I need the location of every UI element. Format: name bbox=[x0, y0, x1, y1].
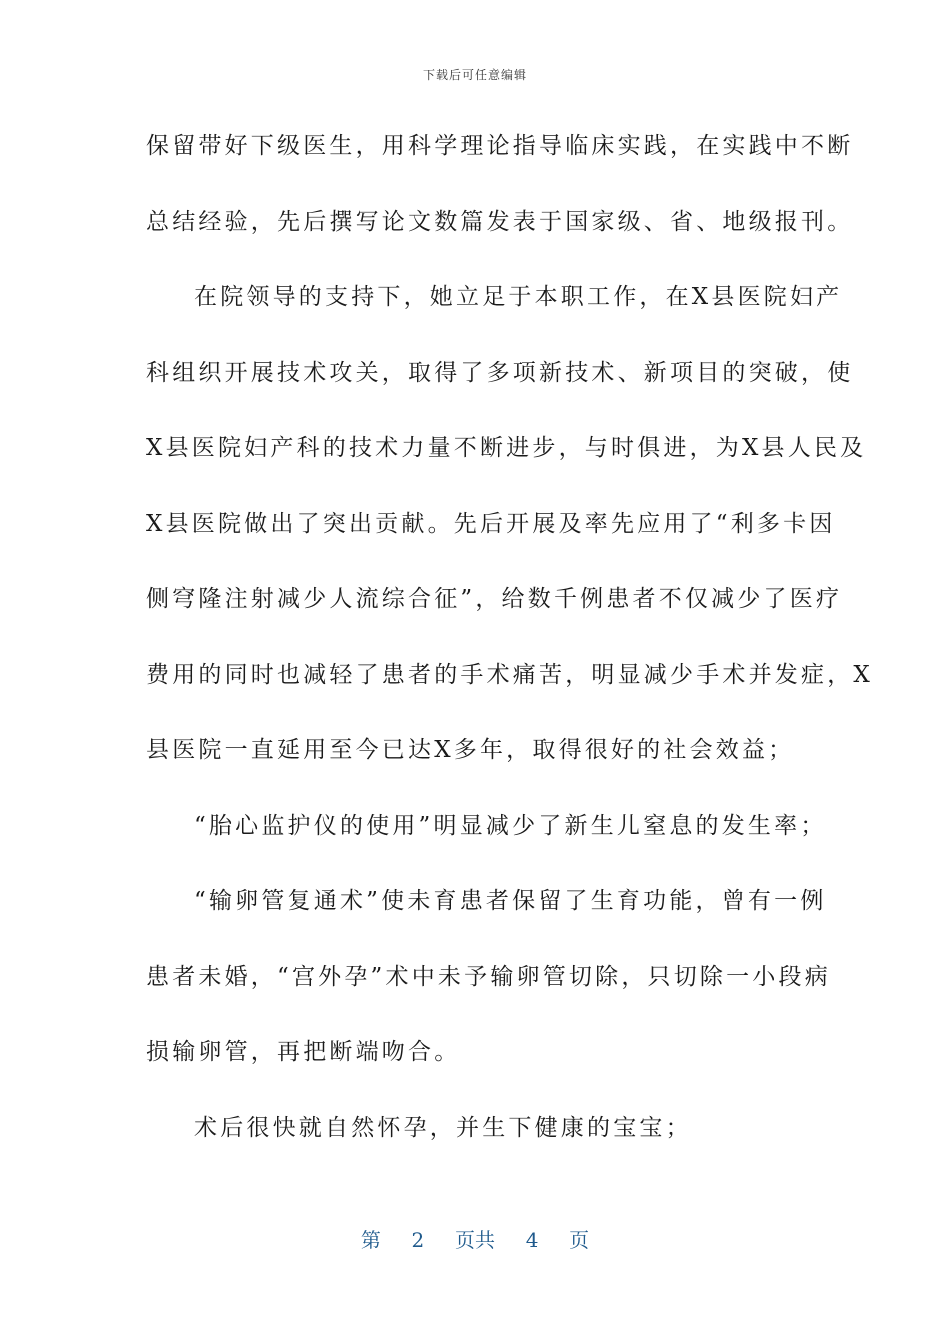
text-line: 患者未婚，“宫外孕”术中未予输卵管切除，只切除一小段病 bbox=[146, 963, 831, 990]
text-line: 侧穹隆注射减少人流综合征”，给数千例患者不仅减少了医疗 bbox=[146, 586, 843, 612]
footer-current-page: 2 bbox=[411, 1228, 425, 1252]
page-footer bbox=[0, 1224, 950, 1253]
text-line: X县医院妇产科的技术力量不断进步，与时俱进，为X县人民及 bbox=[146, 435, 867, 461]
footer-prefix: 第 bbox=[360, 1228, 381, 1252]
text-line: 总结经验，先后撰写论文数篇发表于国家级、省、地级报刊。 bbox=[146, 208, 854, 235]
text-line: 县医院一直延用至今已达X多年，取得很好的社会效益； bbox=[146, 737, 795, 763]
document-body bbox=[146, 120, 873, 1177]
paragraph-start-line: 术后很快就自然怀孕，并生下健康的宝宝； bbox=[194, 1114, 692, 1141]
text-line: 科组织开展技术攻关，取得了多项新技术、新项目的突破，使 bbox=[146, 359, 854, 386]
footer-middle: 页共 bbox=[455, 1228, 495, 1252]
footer-suffix: 页 bbox=[569, 1228, 590, 1252]
paragraph-start-line: “胎心监护仪的使用”明显减少了新生儿窒息的发生率； bbox=[194, 812, 827, 839]
paragraph-start-line: 在院领导的支持下，她立足于本职工作，在X县医院妇产 bbox=[194, 284, 843, 310]
text-line: 损输卵管，再把断端吻合。 bbox=[146, 1039, 461, 1065]
header-note: 下载后可任意编辑 bbox=[422, 68, 527, 82]
text-line: 费用的同时也减轻了患者的手术痛苦，明显减少手术并发症，X bbox=[146, 661, 873, 688]
footer-total-pages: 4 bbox=[525, 1228, 539, 1252]
text-line: 保留带好下级医生，用科学理论指导临床实践，在实践中不断 bbox=[146, 133, 854, 159]
paragraph-start-line: “输卵管复通术”使未育患者保留了生育功能，曾有一例 bbox=[194, 888, 827, 914]
text-line: X县医院做出了突出贡献。先后开展及率先应用了“利多卡因 bbox=[146, 510, 836, 537]
